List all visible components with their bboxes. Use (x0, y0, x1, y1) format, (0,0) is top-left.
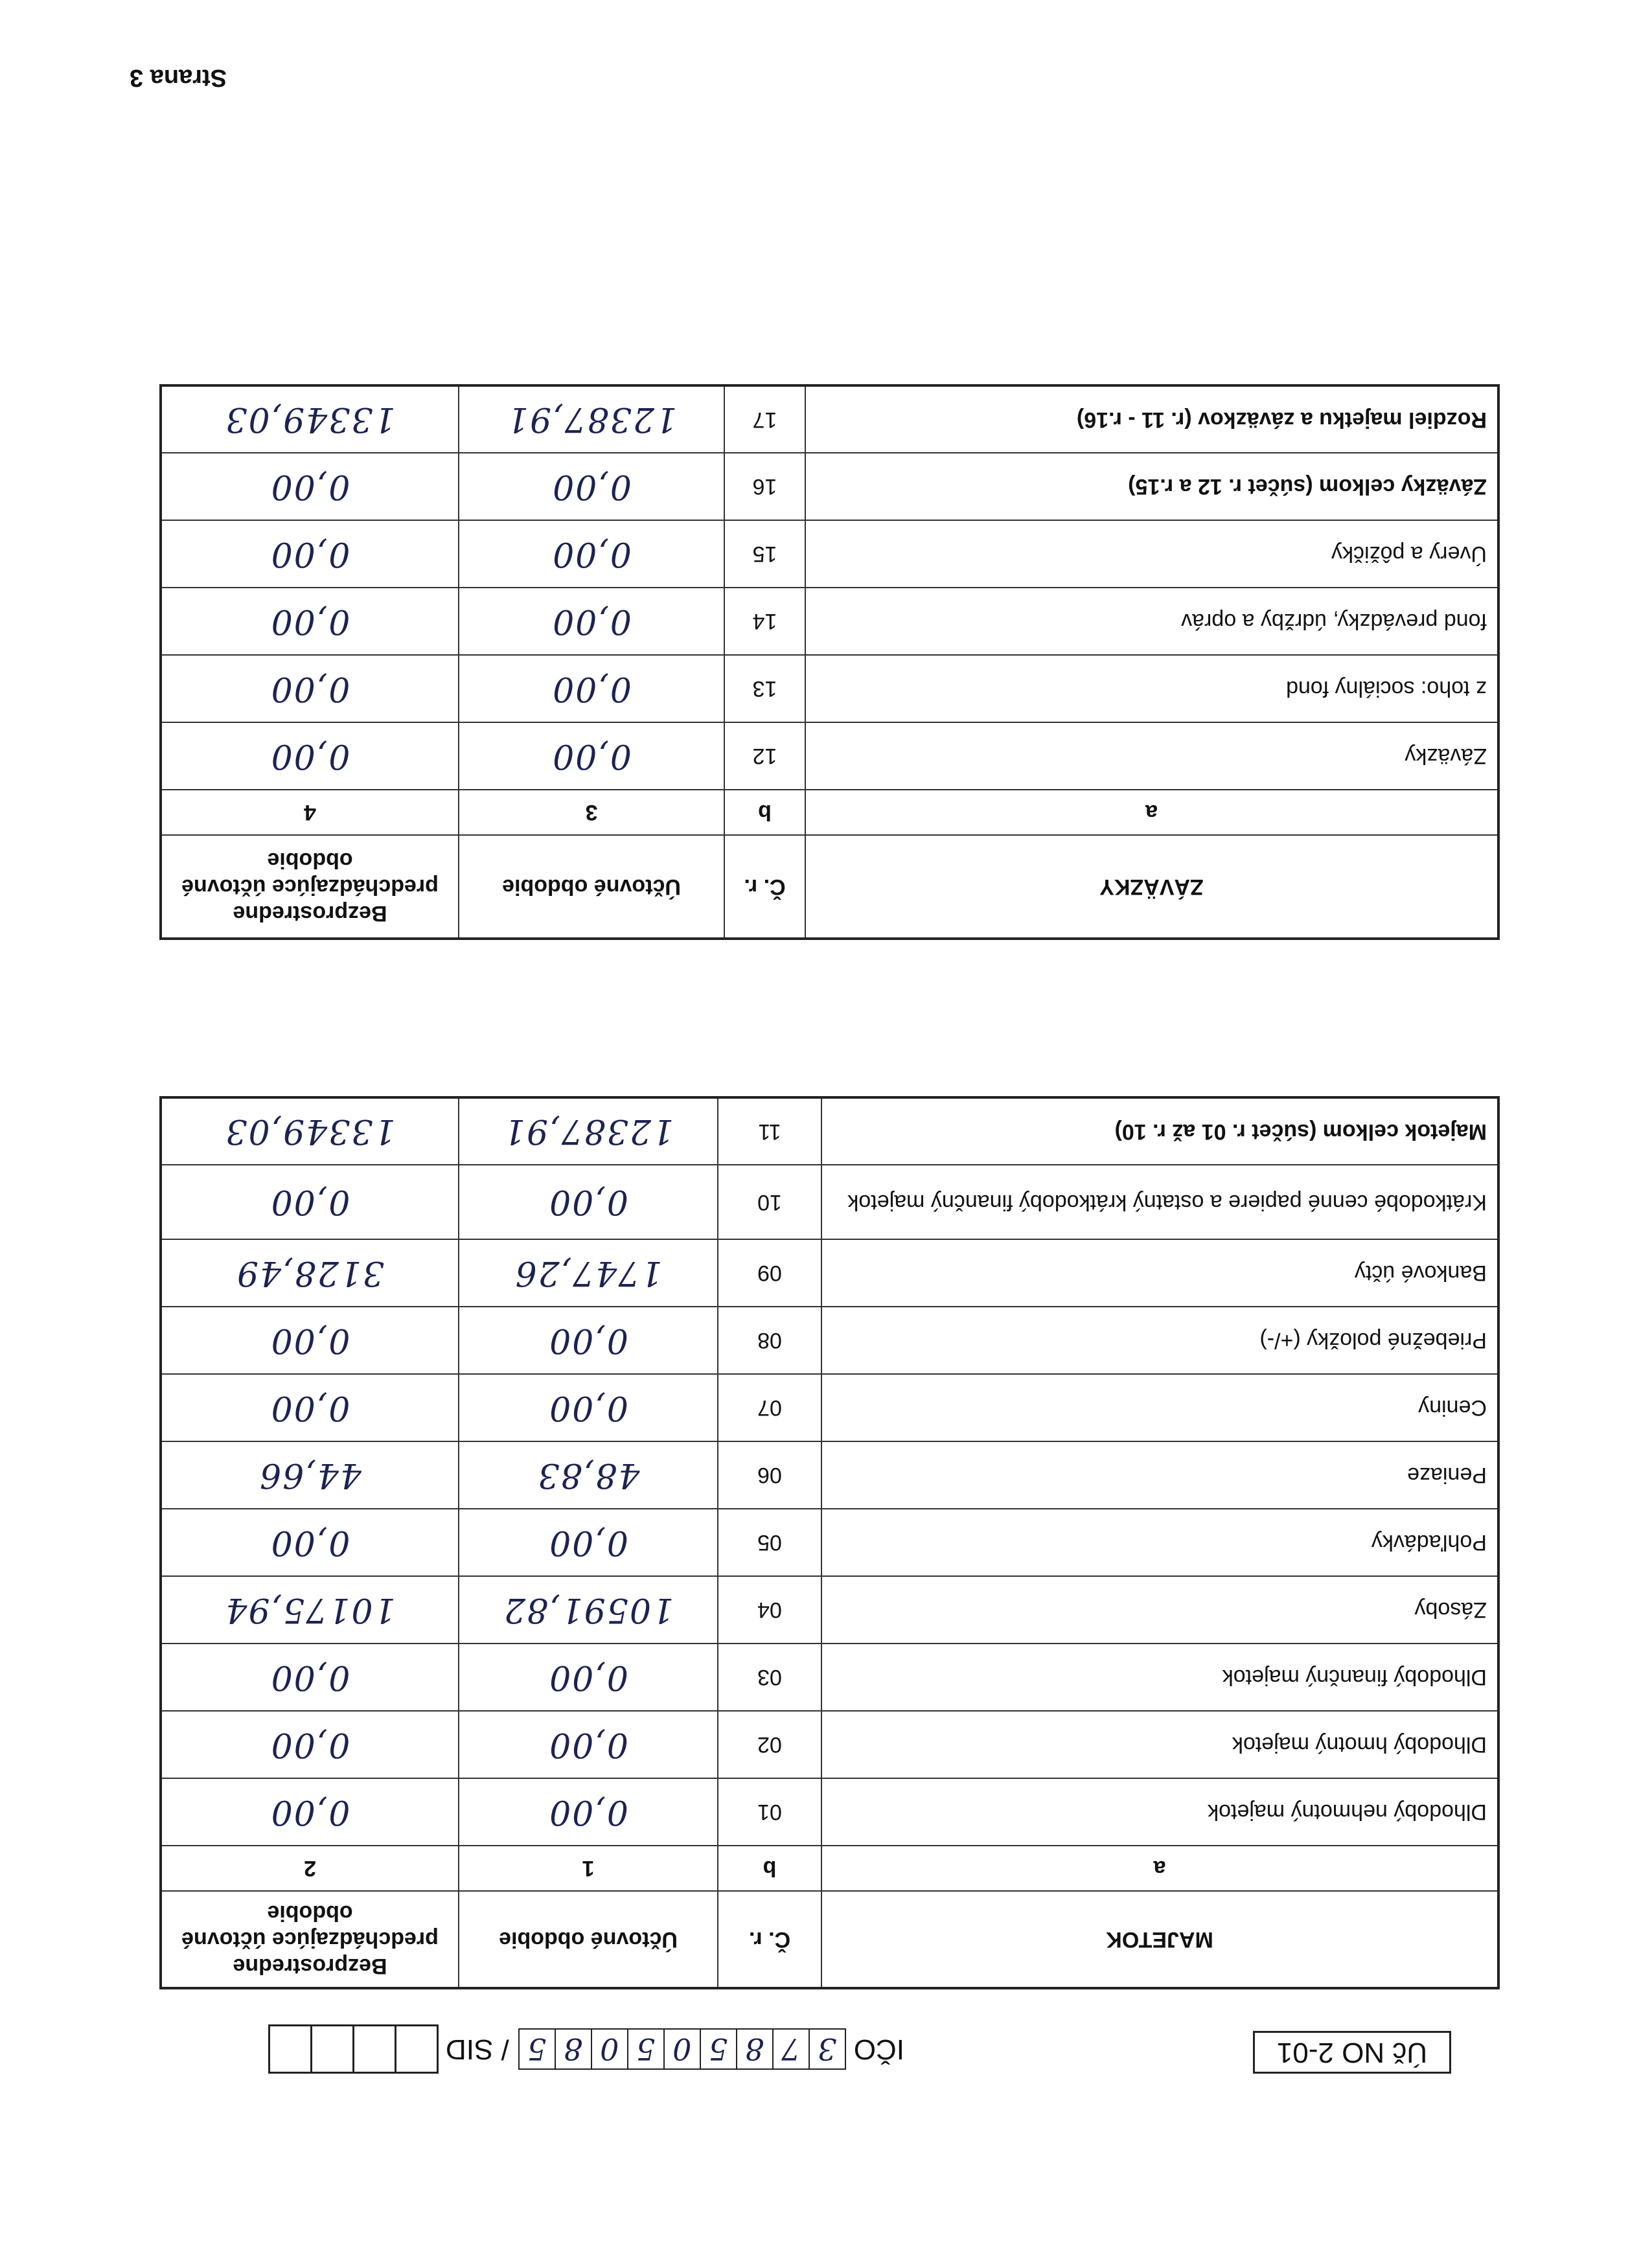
value-current: 0,00 (459, 722, 724, 790)
table-row (161, 1374, 1498, 1441)
liabilities-letters-row (161, 790, 1498, 835)
value-current: 1747,26 (459, 1239, 718, 1307)
value-current: 0,00 (459, 1778, 718, 1846)
col-letter: 4 (161, 790, 459, 835)
table-row (161, 1644, 1498, 1711)
row-number: 01 (718, 1778, 821, 1846)
value-current: 10591,82 (459, 1576, 718, 1644)
row-label: Krátkodobé cenné papiere a ostatný krátkodobý finančný majetok (821, 1165, 1498, 1239)
row-label: Majetok celkom (súčet r. 01 až r. 10) (821, 1097, 1498, 1165)
row-number: 14 (724, 588, 805, 655)
value-previous: 10175,94 (161, 1576, 459, 1644)
row-label: Ceniny (821, 1374, 1498, 1441)
table-row (161, 1307, 1498, 1374)
value-current: 0,00 (459, 1509, 718, 1576)
row-label: Bankové účty (821, 1239, 1498, 1307)
value-previous: 44,66 (161, 1441, 459, 1509)
liabilities-col-header-b: Č. r. (724, 835, 805, 939)
value-previous: 0,00 (161, 722, 459, 790)
page-number: Strana 3 (130, 64, 227, 91)
value-previous: 0,00 (161, 520, 459, 588)
table-row (161, 722, 1498, 790)
ico-digit: 5 (518, 2028, 556, 2070)
col-letter: b (724, 790, 805, 835)
ico-field (268, 2024, 913, 2074)
sid-box (268, 2024, 312, 2074)
value-previous: 0,00 (161, 1509, 459, 1576)
assets-letters-row (161, 1846, 1498, 1891)
value-current: 0,00 (459, 453, 724, 520)
row-label: Záväzky celkom (súčet r. 12 a r.15) (805, 453, 1498, 520)
table-row (161, 1165, 1498, 1239)
value-current: 0,00 (459, 1374, 718, 1441)
value-current: 0,00 (459, 588, 724, 655)
ico-digit: 0 (591, 2028, 628, 2070)
row-number: 04 (718, 1576, 821, 1644)
row-number: 16 (724, 453, 805, 520)
value-previous: 0,00 (161, 1711, 459, 1778)
row-number: 15 (724, 520, 805, 588)
row-number: 03 (718, 1644, 821, 1711)
col-letter: b (718, 1846, 821, 1891)
assets-header-row (161, 1891, 1498, 1988)
assets-col-header-1: Účtovné obdobie (459, 1891, 718, 1988)
ico-digit: 5 (700, 2028, 737, 2070)
table-row (161, 1778, 1498, 1846)
table-row (161, 1097, 1498, 1165)
ico-digit: 3 (809, 2028, 846, 2070)
table-row (161, 588, 1498, 655)
value-current: 48,83 (459, 1441, 718, 1509)
value-previous: 0,00 (161, 1165, 459, 1239)
liabilities-col-header-3: Účtovné obdobie (459, 835, 724, 939)
value-current: 12387,91 (459, 1097, 718, 1165)
table-row (161, 520, 1498, 588)
value-previous: 0,00 (161, 1778, 459, 1846)
row-number: 02 (718, 1711, 821, 1778)
value-previous: 0,00 (161, 588, 459, 655)
ico-digit: 5 (627, 2028, 665, 2070)
sid-boxes (268, 2024, 437, 2074)
value-previous: 0,00 (161, 1644, 459, 1711)
row-number: 17 (724, 385, 805, 453)
form-code: Úč NO 2-01 (1276, 2037, 1428, 2068)
row-label: Dlhodobý hmotný majetok (821, 1711, 1498, 1778)
liabilities-col-header-4: Bezprostredne predchádzajúce účtovné obdobie (161, 835, 459, 939)
value-current: 0,00 (459, 1307, 718, 1374)
ico-label: IČO (853, 2033, 904, 2065)
table-row (161, 1441, 1498, 1509)
row-label: Peniaze (821, 1441, 1498, 1509)
col-letter: a (805, 790, 1498, 835)
row-number: 05 (718, 1509, 821, 1576)
liabilities-col-header-a: ZÁVÄZKY (805, 835, 1498, 939)
value-current: 0,00 (459, 1711, 718, 1778)
table-row (161, 385, 1498, 453)
col-letter: 1 (459, 1846, 718, 1891)
table-row (161, 655, 1498, 722)
sid-label: / SID (445, 2033, 509, 2065)
row-label: Dlhodobý nehmotný majetok (821, 1778, 1498, 1846)
value-previous: 13349,03 (161, 1097, 459, 1165)
ico-digit: 8 (555, 2028, 592, 2070)
assets-col-header-2: Bezprostredne predchádzajúce účtovné obdobie (161, 1891, 459, 1988)
row-label: Dlhodobý finančný majetok (821, 1644, 1498, 1711)
row-number: 07 (718, 1374, 821, 1441)
value-previous: 0,00 (161, 655, 459, 722)
value-previous: 3128,49 (161, 1239, 459, 1307)
ico-digit: 7 (772, 2028, 810, 2070)
assets-col-header-a: MAJETOK (821, 1891, 1498, 1988)
table-row (161, 1239, 1498, 1307)
assets-col-header-b: Č. r. (718, 1891, 821, 1988)
table-row (161, 1576, 1498, 1644)
row-number: 08 (718, 1307, 821, 1374)
value-current: 0,00 (459, 1644, 718, 1711)
value-previous: 0,00 (161, 1374, 459, 1441)
sid-box (310, 2024, 354, 2074)
value-current: 0,00 (459, 520, 724, 588)
row-label: Priebežné položky (+/-) (821, 1307, 1498, 1374)
ico-digits (518, 2028, 845, 2070)
row-label: Záväzky (805, 722, 1498, 790)
sid-box (395, 2024, 439, 2074)
table-row (161, 1509, 1498, 1576)
value-current: 0,00 (459, 1165, 718, 1239)
row-label: Úvery a pôžičky (805, 520, 1498, 588)
value-previous: 0,00 (161, 1307, 459, 1374)
assets-table (159, 1096, 1500, 1989)
value-current: 0,00 (459, 655, 724, 722)
col-letter: a (821, 1846, 1498, 1891)
form-code-box (1253, 2031, 1451, 2074)
value-previous: 0,00 (161, 453, 459, 520)
ico-digit: 8 (736, 2028, 774, 2070)
row-number: 09 (718, 1239, 821, 1307)
row-number: 06 (718, 1441, 821, 1509)
row-label: Zásoby (821, 1576, 1498, 1644)
row-label: Pohľadávky (821, 1509, 1498, 1576)
liabilities-table (159, 384, 1500, 940)
table-row (161, 453, 1498, 520)
col-letter: 2 (161, 1846, 459, 1891)
sid-box (352, 2024, 396, 2074)
row-number: 13 (724, 655, 805, 722)
col-letter: 3 (459, 790, 724, 835)
row-number: 10 (718, 1165, 821, 1239)
liabilities-header-row (161, 835, 1498, 939)
row-number: 12 (724, 722, 805, 790)
row-label: z toho: sociálny fond (805, 655, 1498, 722)
row-number: 11 (718, 1097, 821, 1165)
row-label: fond prevádzky, údržby a opráv (805, 588, 1498, 655)
ico-digit: 0 (663, 2028, 701, 2070)
table-row (161, 1711, 1498, 1778)
value-previous: 13349,03 (161, 385, 459, 453)
value-current: 12387,91 (459, 385, 724, 453)
row-label: Rozdiel majetku a záväzkov (r. 11 - r.16) (805, 385, 1498, 453)
